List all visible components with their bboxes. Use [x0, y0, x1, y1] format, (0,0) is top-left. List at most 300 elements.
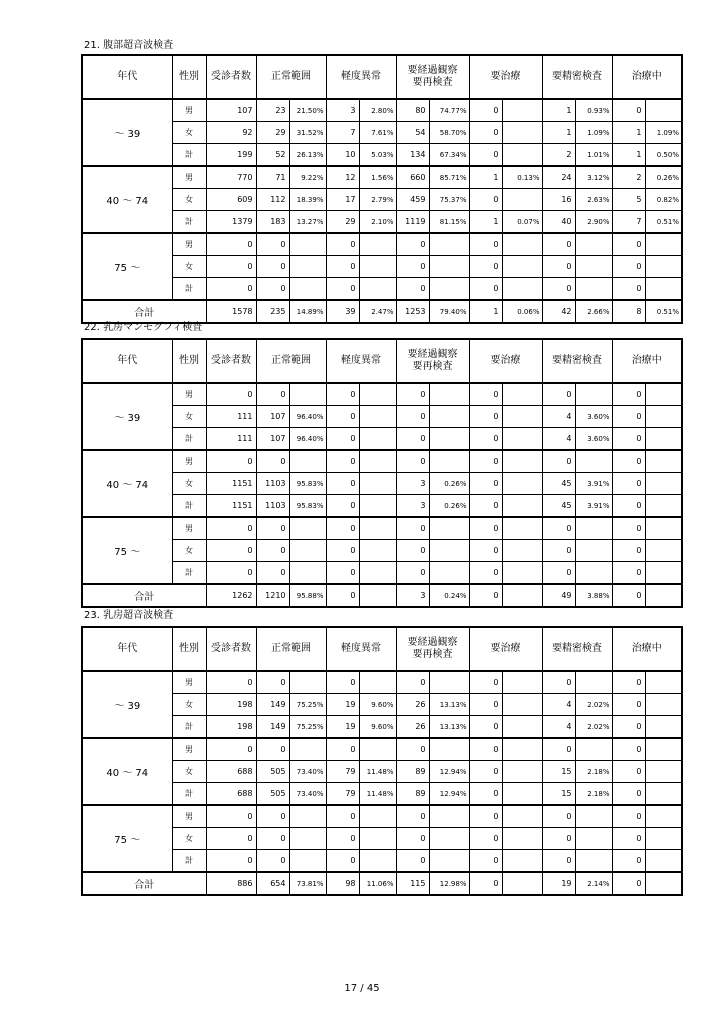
percent-cell: 3.91%	[575, 473, 612, 495]
count-cell: 688	[206, 783, 256, 806]
count-cell: 0	[469, 671, 502, 694]
percent-cell: 3.60%	[575, 406, 612, 428]
percent-cell: 75.25%	[289, 716, 326, 739]
header-followup	[396, 627, 469, 671]
count-cell: 0	[396, 450, 429, 473]
count-cell: 0	[326, 671, 359, 694]
header-mild: 軽度異常	[326, 55, 396, 99]
percent-cell: 73.40%	[289, 761, 326, 783]
count-cell: 111	[206, 406, 256, 428]
percent-cell: 12.94%	[429, 761, 469, 783]
results-table	[81, 338, 683, 608]
percent-cell	[502, 783, 542, 806]
count-cell: 0	[256, 540, 289, 562]
count-cell: 0	[206, 233, 256, 256]
count-cell: 0	[326, 473, 359, 495]
percent-cell: 0.82%	[645, 189, 682, 211]
sex-cell: 女	[172, 540, 206, 562]
percent-cell	[359, 805, 396, 828]
count-cell: 54	[396, 122, 429, 144]
count-cell: 115	[396, 872, 429, 895]
count-cell: 0	[542, 517, 575, 540]
count-cell: 0	[396, 850, 429, 873]
percent-cell	[645, 850, 682, 873]
percent-cell: 2.10%	[359, 211, 396, 234]
percent-cell: 3.91%	[575, 495, 612, 518]
count-cell: 0	[326, 278, 359, 301]
percent-cell	[645, 99, 682, 122]
count-cell: 29	[326, 211, 359, 234]
count-cell: 0	[469, 473, 502, 495]
percent-cell	[502, 278, 542, 301]
percent-cell	[645, 406, 682, 428]
count-cell: 92	[206, 122, 256, 144]
count-cell: 79	[326, 783, 359, 806]
percent-cell	[429, 233, 469, 256]
count-cell: 0	[256, 805, 289, 828]
section-title: 22. 乳房マンモグフィ検査	[84, 322, 203, 333]
percent-cell	[359, 256, 396, 278]
count-cell: 0	[396, 671, 429, 694]
count-cell: 0	[256, 738, 289, 761]
count-cell: 0	[256, 256, 289, 278]
count-cell: 0	[326, 256, 359, 278]
count-cell: 0	[396, 383, 429, 406]
percent-cell: 96.40%	[289, 428, 326, 451]
count-cell: 0	[469, 828, 502, 850]
count-cell: 0	[469, 406, 502, 428]
table-row	[82, 211, 682, 234]
percent-cell: 75.25%	[289, 694, 326, 716]
percent-cell: 13.13%	[429, 694, 469, 716]
header-followup-line1: 要経過観察	[407, 65, 458, 76]
percent-cell: 13.27%	[289, 211, 326, 234]
percent-cell: 2.02%	[575, 694, 612, 716]
count-cell: 1379	[206, 211, 256, 234]
count-cell: 235	[256, 300, 289, 323]
percent-cell	[575, 850, 612, 873]
count-cell: 0	[206, 671, 256, 694]
count-cell: 0	[206, 828, 256, 850]
count-cell: 0	[612, 738, 645, 761]
percent-cell	[359, 473, 396, 495]
count-cell: 0	[469, 517, 502, 540]
percent-cell: 0.13%	[502, 166, 542, 189]
count-cell: 45	[542, 473, 575, 495]
header-normal: 正常範囲	[256, 339, 326, 383]
count-cell: 0	[396, 256, 429, 278]
count-cell: 0	[469, 562, 502, 585]
percent-cell	[429, 671, 469, 694]
percent-cell	[502, 406, 542, 428]
count-cell: 26	[396, 694, 429, 716]
percent-cell	[359, 738, 396, 761]
count-cell: 1	[469, 166, 502, 189]
percent-cell: 11.06%	[359, 872, 396, 895]
count-cell: 42	[542, 300, 575, 323]
count-cell: 5	[612, 189, 645, 211]
count-cell: 0	[469, 761, 502, 783]
percent-cell: 81.15%	[429, 211, 469, 234]
count-cell: 0	[469, 122, 502, 144]
count-cell: 0	[396, 738, 429, 761]
count-cell: 0	[396, 428, 429, 451]
percent-cell: 2.63%	[575, 189, 612, 211]
percent-cell	[502, 383, 542, 406]
table-row	[82, 562, 682, 585]
percent-cell	[645, 256, 682, 278]
sex-cell: 女	[172, 189, 206, 211]
percent-cell	[645, 233, 682, 256]
count-cell: 89	[396, 761, 429, 783]
count-cell: 660	[396, 166, 429, 189]
percent-cell	[359, 233, 396, 256]
percent-cell	[645, 278, 682, 301]
count-cell: 688	[206, 761, 256, 783]
count-cell: 0	[256, 233, 289, 256]
sex-cell: 男	[172, 383, 206, 406]
header-age: 年代	[82, 55, 172, 99]
sex-cell: 男	[172, 450, 206, 473]
table-row	[82, 694, 682, 716]
percent-cell	[289, 562, 326, 585]
count-cell: 1262	[206, 584, 256, 607]
sex-cell: 計	[172, 850, 206, 873]
percent-cell	[645, 473, 682, 495]
section-title: 21. 腹部超音波検査	[84, 40, 174, 51]
percent-cell	[575, 562, 612, 585]
count-cell: 0	[326, 562, 359, 585]
header-mild: 軽度異常	[326, 627, 396, 671]
percent-cell	[502, 517, 542, 540]
percent-cell	[645, 828, 682, 850]
percent-cell: 95.83%	[289, 495, 326, 518]
percent-cell	[502, 189, 542, 211]
percent-cell: 1.01%	[575, 144, 612, 167]
percent-cell	[429, 383, 469, 406]
total-label: 合計	[82, 872, 206, 895]
count-cell: 1	[612, 122, 645, 144]
count-cell: 0	[612, 694, 645, 716]
count-cell: 0	[469, 144, 502, 167]
table-row	[82, 99, 682, 122]
percent-cell: 7.61%	[359, 122, 396, 144]
percent-cell	[502, 584, 542, 607]
count-cell: 107	[256, 406, 289, 428]
header-under-treatment: 治療中	[612, 339, 682, 383]
percent-cell: 26.13%	[289, 144, 326, 167]
percent-cell	[359, 495, 396, 518]
percent-cell: 58.70%	[429, 122, 469, 144]
sex-cell: 男	[172, 233, 206, 256]
count-cell: 1103	[256, 495, 289, 518]
count-cell: 1578	[206, 300, 256, 323]
count-cell: 98	[326, 872, 359, 895]
percent-cell	[502, 716, 542, 739]
percent-cell: 3.88%	[575, 584, 612, 607]
percent-cell	[429, 256, 469, 278]
percent-cell: 95.83%	[289, 473, 326, 495]
sex-cell: 計	[172, 278, 206, 301]
percent-cell: 2.18%	[575, 783, 612, 806]
count-cell: 3	[396, 584, 429, 607]
count-cell: 0	[612, 872, 645, 895]
count-cell: 0	[396, 805, 429, 828]
count-cell: 0	[542, 828, 575, 850]
count-cell: 4	[542, 694, 575, 716]
header-sex: 性別	[172, 339, 206, 383]
percent-cell: 1.56%	[359, 166, 396, 189]
header-mild: 軽度異常	[326, 339, 396, 383]
header-detailed: 要精密検査	[542, 339, 612, 383]
percent-cell	[359, 517, 396, 540]
count-cell: 0	[612, 256, 645, 278]
percent-cell	[359, 278, 396, 301]
percent-cell	[645, 584, 682, 607]
count-cell: 0	[206, 278, 256, 301]
count-cell: 0	[542, 805, 575, 828]
age-group-cell: ～ 39	[82, 671, 172, 738]
count-cell: 0	[612, 828, 645, 850]
total-row	[82, 584, 682, 607]
count-cell: 0	[206, 517, 256, 540]
percent-cell	[502, 694, 542, 716]
count-cell: 0	[469, 738, 502, 761]
percent-cell	[429, 406, 469, 428]
percent-cell	[502, 144, 542, 167]
percent-cell	[645, 694, 682, 716]
count-cell: 0	[612, 428, 645, 451]
count-cell: 0	[256, 450, 289, 473]
header-age: 年代	[82, 339, 172, 383]
percent-cell: 3.12%	[575, 166, 612, 189]
count-cell: 1	[469, 211, 502, 234]
count-cell: 0	[206, 540, 256, 562]
count-cell: 0	[256, 671, 289, 694]
sex-cell: 男	[172, 166, 206, 189]
sex-cell: 女	[172, 256, 206, 278]
count-cell: 149	[256, 694, 289, 716]
percent-cell: 3.60%	[575, 428, 612, 451]
count-cell: 4	[542, 716, 575, 739]
sex-cell: 計	[172, 562, 206, 585]
age-group-cell: 75 ～	[82, 517, 172, 584]
count-cell: 45	[542, 495, 575, 518]
percent-cell	[359, 450, 396, 473]
header-detailed: 要精密検査	[542, 55, 612, 99]
header-sex: 性別	[172, 627, 206, 671]
age-group-cell: 40 ～ 74	[82, 738, 172, 805]
count-cell: 0	[469, 584, 502, 607]
count-cell: 39	[326, 300, 359, 323]
count-cell: 0	[326, 383, 359, 406]
count-cell: 0	[612, 406, 645, 428]
header-treatment: 要治療	[469, 627, 542, 671]
percent-cell: 9.60%	[359, 716, 396, 739]
count-cell: 0	[256, 562, 289, 585]
percent-cell	[359, 850, 396, 873]
percent-cell: 0.24%	[429, 584, 469, 607]
sex-cell: 計	[172, 144, 206, 167]
count-cell: 0	[326, 450, 359, 473]
count-cell: 198	[206, 716, 256, 739]
percent-cell	[289, 805, 326, 828]
count-cell: 0	[612, 383, 645, 406]
count-cell: 0	[326, 406, 359, 428]
percent-cell	[645, 517, 682, 540]
count-cell: 79	[326, 761, 359, 783]
header-age: 年代	[82, 627, 172, 671]
count-cell: 12	[326, 166, 359, 189]
percent-cell: 2.14%	[575, 872, 612, 895]
percent-cell: 31.52%	[289, 122, 326, 144]
count-cell: 19	[542, 872, 575, 895]
count-cell: 0	[612, 450, 645, 473]
count-cell: 0	[326, 428, 359, 451]
percent-cell	[502, 233, 542, 256]
percent-cell	[575, 517, 612, 540]
count-cell: 0	[542, 562, 575, 585]
count-cell: 0	[542, 671, 575, 694]
percent-cell	[575, 233, 612, 256]
count-cell: 0	[469, 383, 502, 406]
percent-cell: 0.26%	[645, 166, 682, 189]
sex-cell: 女	[172, 828, 206, 850]
count-cell: 0	[469, 256, 502, 278]
count-cell: 16	[542, 189, 575, 211]
age-group-cell: ～ 39	[82, 383, 172, 450]
percent-cell	[429, 428, 469, 451]
header-followup-line1: 要経過観察	[407, 637, 458, 648]
count-cell: 0	[469, 805, 502, 828]
count-cell: 107	[206, 99, 256, 122]
count-cell: 49	[542, 584, 575, 607]
count-cell: 0	[612, 278, 645, 301]
count-cell: 19	[326, 716, 359, 739]
count-cell: 0	[326, 828, 359, 850]
count-cell: 0	[206, 738, 256, 761]
count-cell: 0	[396, 278, 429, 301]
count-cell: 80	[396, 99, 429, 122]
table-row	[82, 761, 682, 783]
percent-cell: 11.48%	[359, 783, 396, 806]
count-cell: 0	[206, 256, 256, 278]
percent-cell: 2.80%	[359, 99, 396, 122]
count-cell: 1253	[396, 300, 429, 323]
age-group-cell: 40 ～ 74	[82, 450, 172, 517]
percent-cell: 21.50%	[289, 99, 326, 122]
count-cell: 89	[396, 783, 429, 806]
percent-cell	[645, 872, 682, 895]
count-cell: 1210	[256, 584, 289, 607]
percent-cell	[502, 671, 542, 694]
percent-cell	[645, 805, 682, 828]
percent-cell: 73.40%	[289, 783, 326, 806]
percent-cell: 9.60%	[359, 694, 396, 716]
count-cell: 0	[612, 233, 645, 256]
percent-cell: 85.71%	[429, 166, 469, 189]
percent-cell: 0.26%	[429, 473, 469, 495]
count-cell: 0	[326, 495, 359, 518]
percent-cell	[645, 562, 682, 585]
count-cell: 0	[542, 850, 575, 873]
count-cell: 0	[396, 828, 429, 850]
count-cell: 107	[256, 428, 289, 451]
count-cell: 111	[206, 428, 256, 451]
age-group-cell: 40 ～ 74	[82, 166, 172, 233]
percent-cell	[429, 828, 469, 850]
percent-cell	[359, 828, 396, 850]
count-cell: 0	[612, 540, 645, 562]
count-cell: 0	[469, 450, 502, 473]
count-cell: 2	[612, 166, 645, 189]
percent-cell: 13.13%	[429, 716, 469, 739]
count-cell: 8	[612, 300, 645, 323]
table-row	[82, 122, 682, 144]
percent-cell	[575, 828, 612, 850]
count-cell: 459	[396, 189, 429, 211]
total-label: 合計	[82, 584, 206, 607]
sex-cell: 計	[172, 716, 206, 739]
percent-cell: 79.40%	[429, 300, 469, 323]
header-followup	[396, 339, 469, 383]
count-cell: 0	[206, 850, 256, 873]
header-followup-line1: 要経過観察	[407, 349, 458, 360]
table-row	[82, 850, 682, 873]
count-cell: 0	[396, 233, 429, 256]
count-cell: 10	[326, 144, 359, 167]
count-cell: 24	[542, 166, 575, 189]
count-cell: 0	[542, 256, 575, 278]
percent-cell: 0.07%	[502, 211, 542, 234]
percent-cell	[575, 805, 612, 828]
percent-cell: 0.26%	[429, 495, 469, 518]
count-cell: 0	[326, 850, 359, 873]
header-under-treatment: 治療中	[612, 627, 682, 671]
sex-cell: 女	[172, 122, 206, 144]
count-cell: 654	[256, 872, 289, 895]
count-cell: 112	[256, 189, 289, 211]
count-cell: 3	[396, 495, 429, 518]
count-cell: 0	[469, 189, 502, 211]
count-cell: 0	[326, 517, 359, 540]
percent-cell: 14.89%	[289, 300, 326, 323]
count-cell: 15	[542, 783, 575, 806]
percent-cell	[359, 562, 396, 585]
count-cell: 0	[326, 738, 359, 761]
header-treatment: 要治療	[469, 339, 542, 383]
percent-cell	[289, 671, 326, 694]
percent-cell	[502, 540, 542, 562]
count-cell: 0	[469, 872, 502, 895]
table-row	[82, 233, 682, 256]
count-cell: 1103	[256, 473, 289, 495]
table-header	[82, 627, 682, 671]
percent-cell: 0.93%	[575, 99, 612, 122]
header-followup-line2: 要再検査	[412, 361, 453, 372]
total-label: 合計	[82, 300, 206, 323]
percent-cell	[502, 495, 542, 518]
percent-cell: 5.03%	[359, 144, 396, 167]
percent-cell	[645, 738, 682, 761]
percent-cell	[502, 256, 542, 278]
count-cell: 0	[612, 671, 645, 694]
table-row	[82, 805, 682, 828]
header-under-treatment: 治療中	[612, 55, 682, 99]
table-row	[82, 278, 682, 301]
age-group-cell: 75 ～	[82, 805, 172, 872]
percent-cell	[575, 540, 612, 562]
